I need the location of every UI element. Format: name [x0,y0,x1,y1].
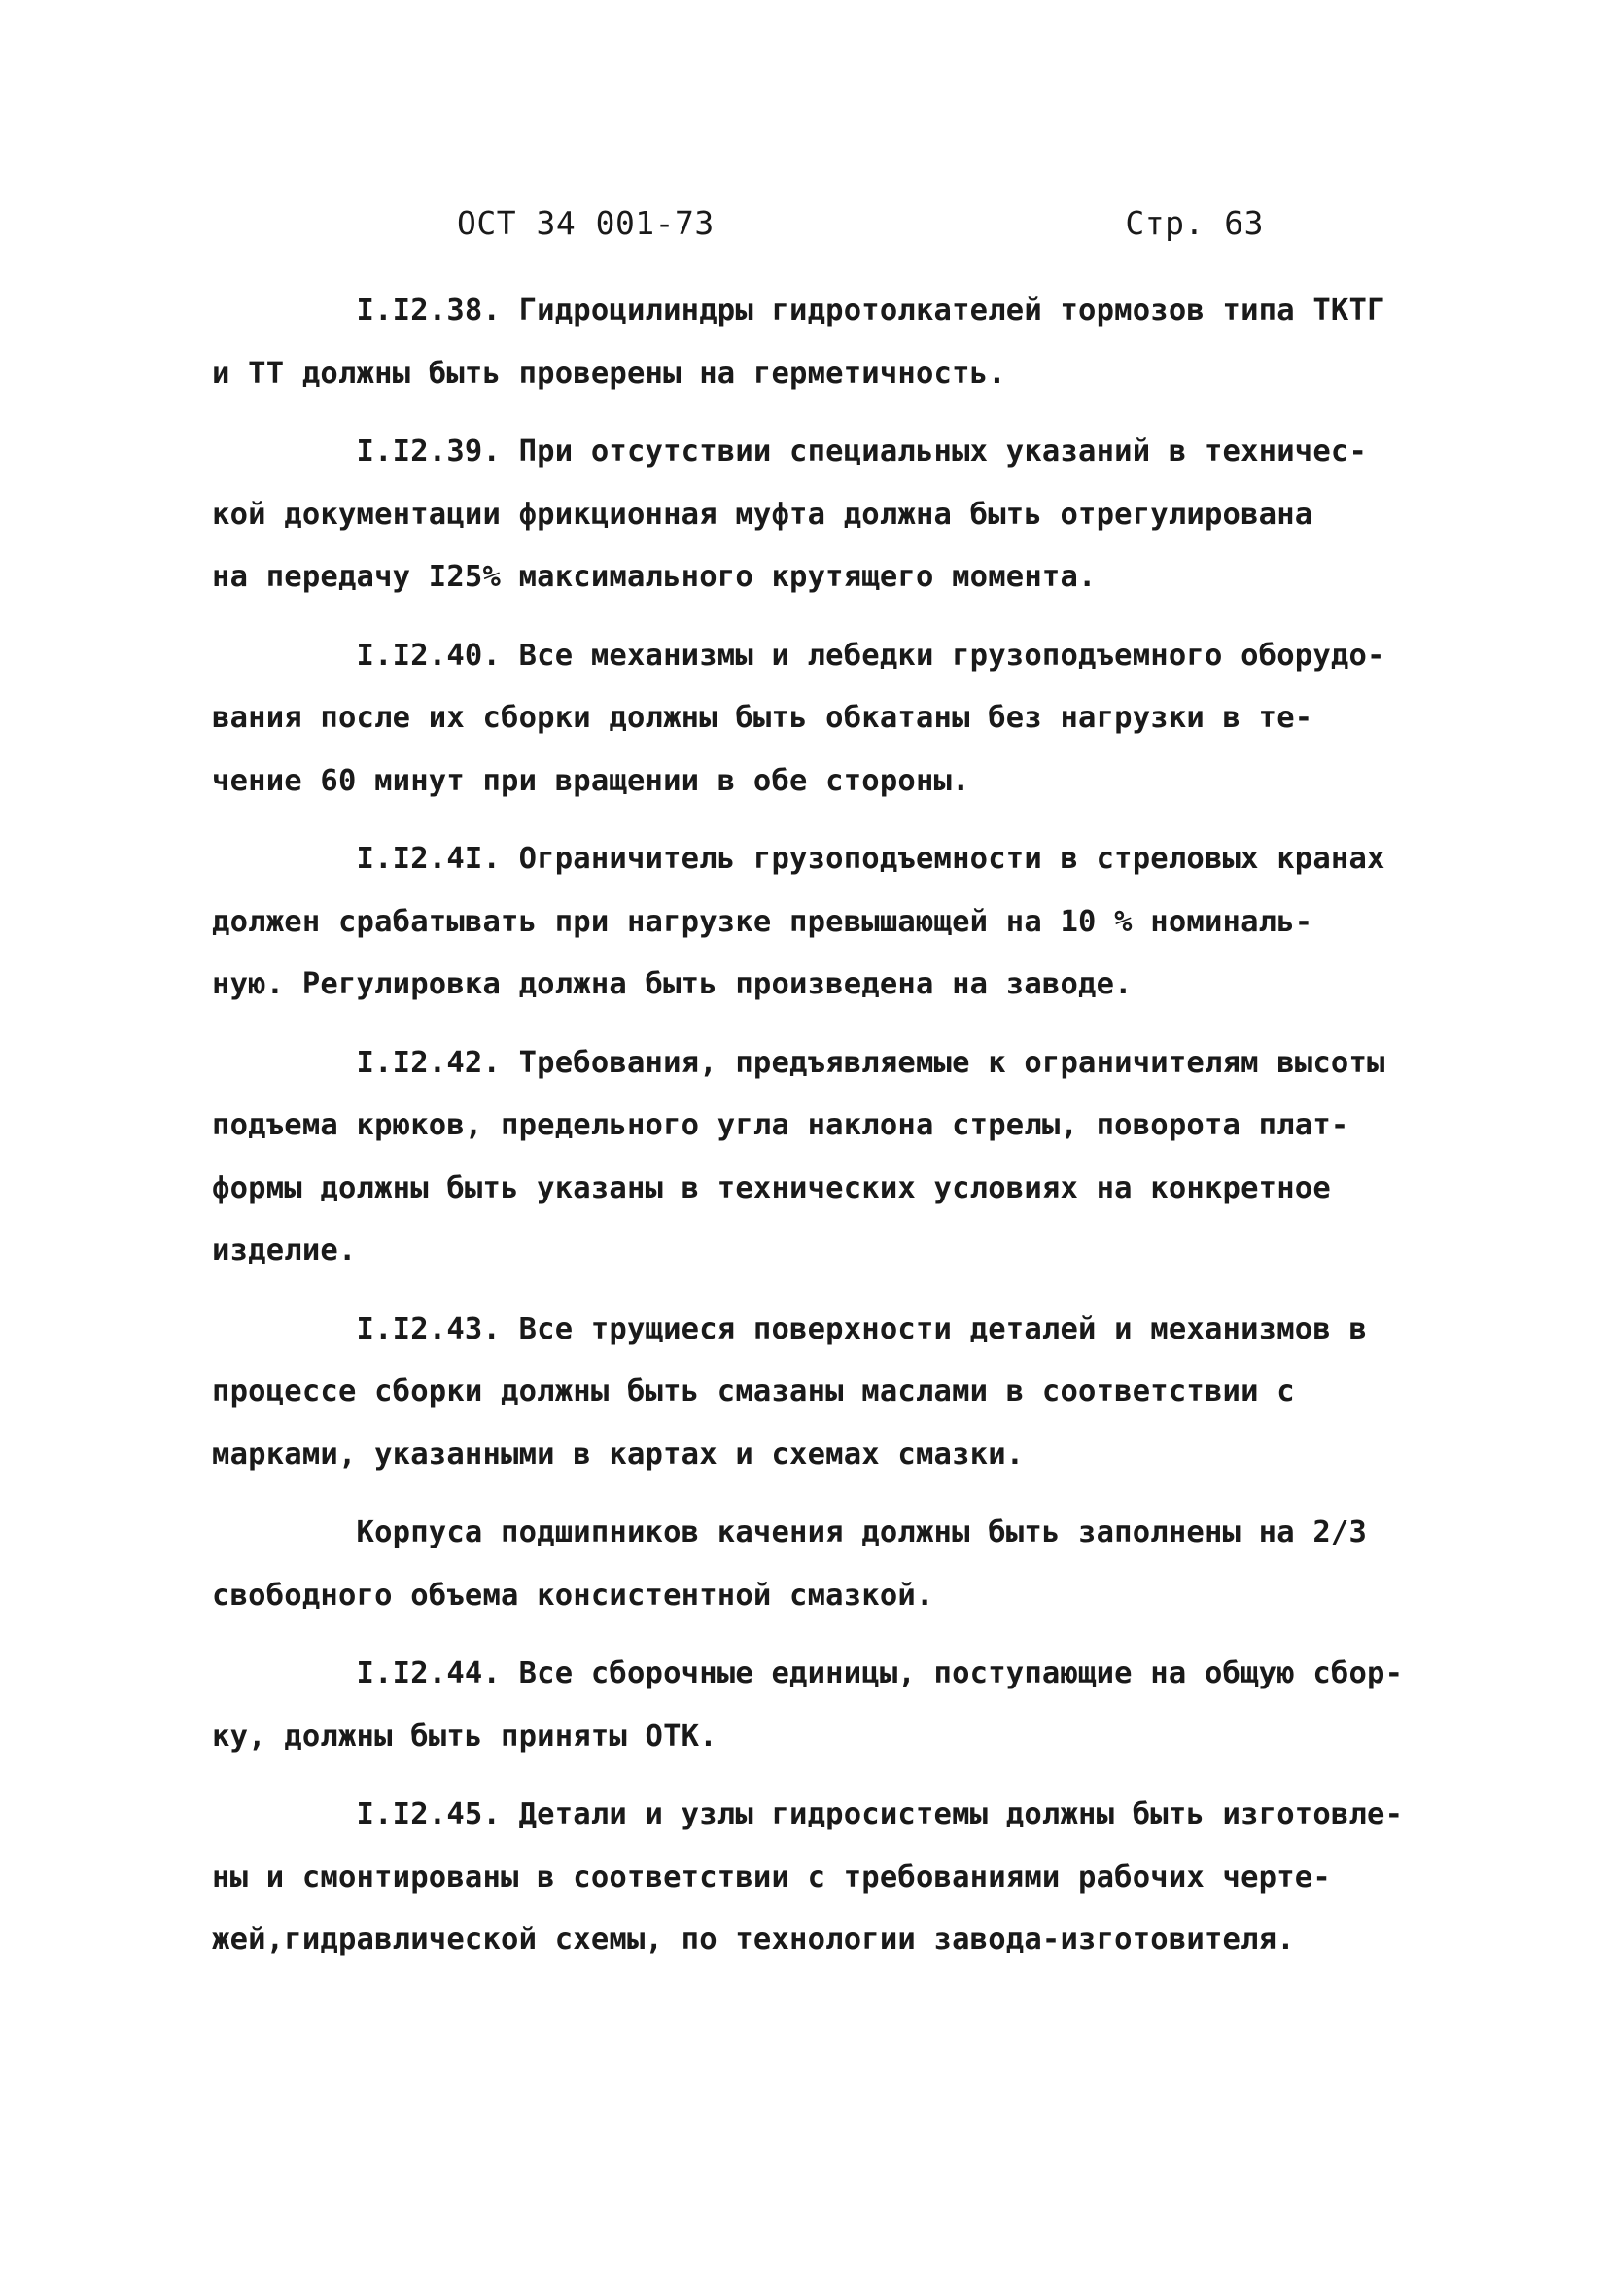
paragraph [212,1784,1404,1972]
text-line: кой документации фрикционная муфта должна быть отрегулирована [212,497,1313,532]
paragraph [212,1643,1404,1768]
document-code: ОСТ 34 001-73 [457,204,715,242]
paragraph-gap [212,405,1388,421]
paragraph [212,625,1388,814]
paragraph [212,1032,1388,1283]
page-header [457,204,1264,253]
paragraph [212,421,1388,609]
text-line: свободного объема консистентной смазкой. [212,1578,934,1613]
text-line: вания после их сборки должны быть обкатаны без нагрузки в те- [212,701,1313,735]
paragraph-gap [212,1017,1388,1032]
text-line: I.I2.42. Требования, предъявляемые к ограничителям высоты [212,1045,1385,1080]
text-line: жей,гидравлической схемы, по технологии завода-изготовителя. [212,1923,1295,1957]
text-line: I.I2.40. Все механизмы и лебедки грузоподъемного оборудо- [212,638,1385,673]
paragraph-gap [212,1283,1388,1299]
text-line: ку, должны быть приняты ОТК. [212,1719,717,1754]
text-line: изделие. [212,1234,357,1268]
text-line: ны и смонтированы в соответствии с требованиями рабочих черте- [212,1860,1331,1895]
text-line: I.I2.43. Все трущиеся поверхности деталей и механизмов в [212,1311,1368,1346]
text-line: чение 60 минут при вращении в обе стороны. [212,763,970,798]
text-line: процессе сборки должны быть смазаны маслами в соответствии с [212,1374,1295,1409]
paragraph-gap [212,1627,1388,1643]
text-line: должен срабатывать при нагрузке превышающей на 10 % номиналь- [212,904,1313,939]
paragraph [212,280,1388,405]
document-body [212,280,1404,1972]
text-line: марками, указанными в картах и схемах смазки. [212,1437,1025,1472]
text-line: формы должны быть указаны в технических условиях на конкретное [212,1170,1331,1205]
text-line: ную. Регулировка должна быть произведена на заводе. [212,967,1133,1001]
text-line: I.I2.39. При отсутствии специальных указаний в техничес- [212,435,1368,469]
paragraph [212,1502,1388,1627]
paragraph-gap [212,1768,1388,1784]
text-line: подъема крюков, предельного угла наклона стрелы, поворота плат- [212,1108,1349,1142]
paragraph [212,1299,1388,1487]
paragraph-gap [212,1486,1388,1502]
text-line: I.I2.44. Все сборочные единицы, поступающие на общую сбор- [212,1656,1404,1690]
text-line: Корпуса подшипников качения должны быть заполнены на 2/3 [212,1515,1368,1549]
paragraph-gap [212,609,1388,625]
text-line: на передачу I25% максимального крутящего момента. [212,560,1097,594]
text-line: I.I2.45. Детали и узлы гидросистемы должны быть изготовле- [212,1797,1404,1831]
paragraph [212,828,1388,1017]
text-line: I.I2.4I. Ограничитель грузоподъемности в стреловых кранах [212,842,1385,876]
text-line: и ТТ должны быть проверены на герметичность. [212,356,1006,391]
paragraph-gap [212,813,1388,828]
text-line: I.I2.38. Гидроцилиндры гидротолкателей тормозов типа ТКТГ [212,294,1385,328]
page-number: Стр. 63 [1125,204,1264,242]
